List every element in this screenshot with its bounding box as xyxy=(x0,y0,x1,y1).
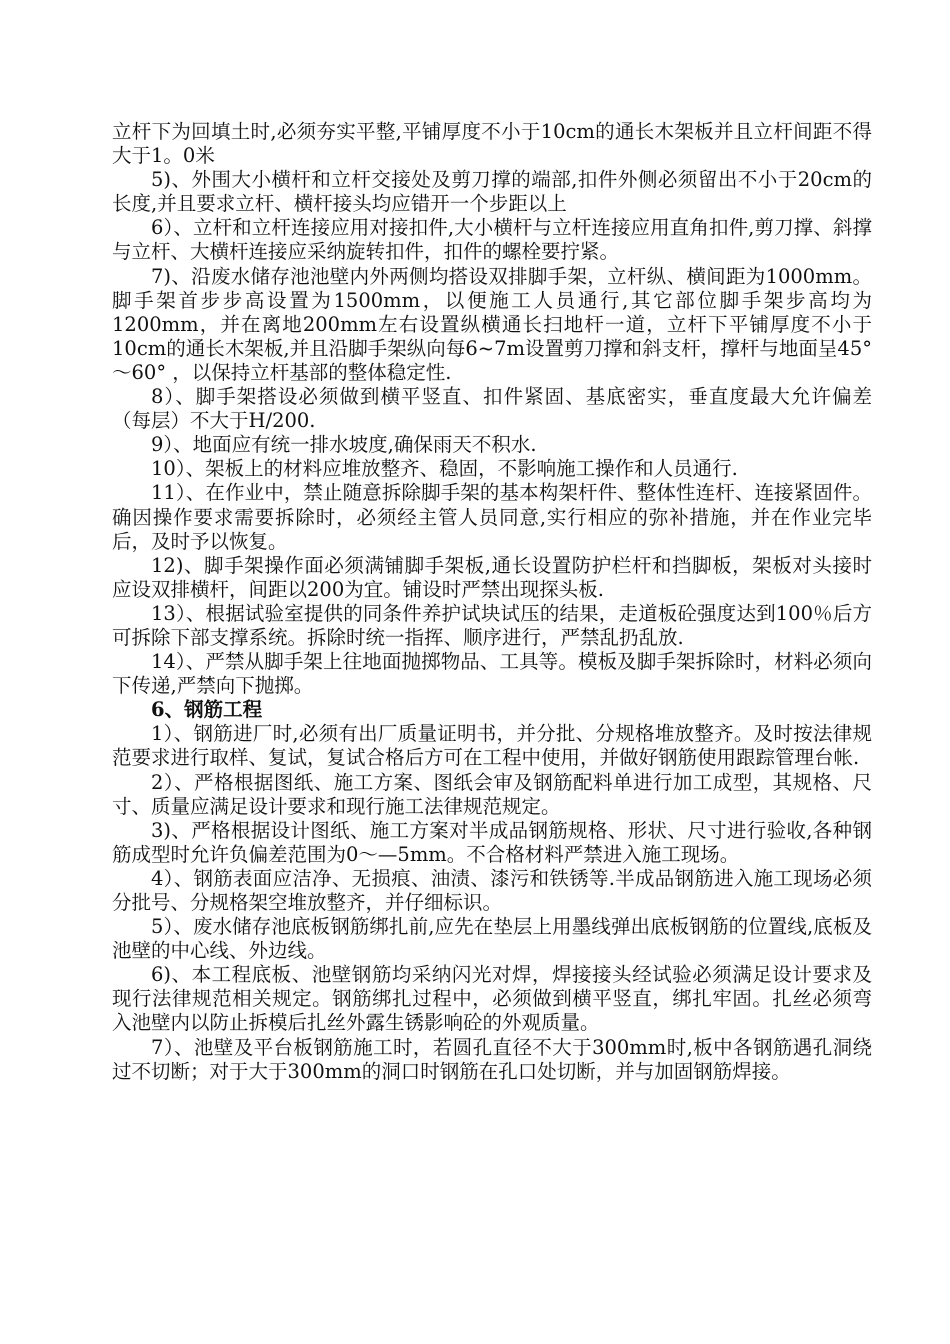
paragraph-item-12: 12)、脚手架操作面必须满铺脚手架板,通长设置防护栏杆和挡脚板，架板对头接时应设双排横杆，间距以200为宜。铺设时严禁出现探头板. xyxy=(112,553,872,601)
paragraph-rebar-3: 3)、严格根据设计图纸、施工方案对半成品钢筋规格、形状、尺寸进行验收,各种钢筋成型时允许负偏差范围为0～—5mm。不合格材料严禁进入施工现场。 xyxy=(112,818,872,866)
paragraph-item-11: 11）、在作业中，禁止随意拆除脚手架的基本构架杆件、整体性连杆、连接紧固件。确因操作要求需要拆除时，必须经主管人员同意,实行相应的弥补措施，并在作业完毕后，及时予以恢复。 xyxy=(112,481,872,553)
paragraph-item-9: 9）、地面应有统一排水坡度,确保雨天不积水. xyxy=(151,433,537,457)
paragraph-continued: 立杆下为回填土时,必须夯实平整,平铺厚度不小于10cm的通长木架板并且立杆间距不得大于1。0米 xyxy=(112,120,872,168)
paragraph-item-6: 6）、立杆和立杆连接应用对接扣件,大小横杆与立杆连接应用直角扣件,剪刀撑、斜撑与立杆、大横杆连接应采纳旋转扣件，扣件的螺栓要拧紧。 xyxy=(112,216,872,264)
paragraph-item-13: 13）、根据试验室提供的同条件养护试块试压的结果，走道板砼强度达到100％后方可拆除下部支撑系统。拆除时统一指挥、顺序进行，严禁乱扔乱放. xyxy=(112,601,872,649)
paragraph-item-10: 10）、架板上的材料应堆放整齐、稳固，不影响施工操作和人员通行. xyxy=(151,457,738,481)
document-page xyxy=(112,120,872,1084)
paragraph-rebar-5: 5）、废水储存池底板钢筋绑扎前,应先在垫层上用墨线弹出底板钢筋的位置线,底板及池壁的中心线、外边线。 xyxy=(112,915,872,963)
paragraph-rebar-6: 6)、本工程底板、池壁钢筋均采纳闪光对焊，焊接接头经试验必须满足设计要求及现行法律规范相关规定。钢筋绑扎过程中，必须做到横平竖直，绑扎牢固。扎丝必须弯入池壁内以防止拆模后扎丝外露生锈影响砼的外观质量。 xyxy=(112,963,872,1035)
paragraph-rebar-1: 1）、钢筋进厂时,必须有出厂质量证明书，并分批、分规格堆放整齐。及时按法律规范要求进行取样、复试，复试合格后方可在工程中使用，并做好钢筋使用跟踪管理台帐. xyxy=(112,722,872,770)
paragraph-rebar-7: 7）、池壁及平台板钢筋施工时，若圆孔直径不大于300mm时,板中各钢筋遇孔洞绕过不切断；对于大于300mm的洞口时钢筋在孔口处切断，并与加固钢筋焊接。 xyxy=(112,1035,872,1083)
paragraph-rebar-4: 4）、钢筋表面应洁净、无损痕、油渍、漆污和铁锈等.半成品钢筋进入施工现场必须分批号、分规格架空堆放整齐，并仔细标识。 xyxy=(112,866,872,914)
paragraph-item-5: 5)、外围大小横杆和立杆交接处及剪刀撑的端部,扣件外侧必须留出不小于20cm的长度,并且要求立杆、横杆接头均应错开一个步距以上 xyxy=(112,168,872,216)
section-heading-rebar: 6、钢筋工程 xyxy=(151,698,263,722)
paragraph-item-8: 8）、脚手架搭设必须做到横平竖直、扣件紧固、基底密实，垂直度最大允许偏差（每层）不大于H/200. xyxy=(112,385,872,433)
paragraph-item-7: 7)、沿废水储存池池壁内外两侧均搭设双排脚手架，立杆纵、横间距为1000mm。脚手架首步步高设置为1500mm，以便施工人员通行,其它部位脚手架步高均为1200mm，并在离地200mm左右设置纵横通长扫地杆一道，立杆下平铺厚度不小于10cm的通长木架板,并且沿脚手架纵向每6~7m设置剪刀撑和斜支杆，撑杆与地面呈45° ～60° ，以保持立杆基部的整体稳定性. xyxy=(112,264,872,384)
paragraph-item-14: 14）、严禁从脚手架上往地面抛掷物品、工具等。模板及脚手架拆除时，材料必须向下传递,严禁向下抛掷。 xyxy=(112,650,872,698)
paragraph-rebar-2: 2）、严格根据图纸、施工方案、图纸会审及钢筋配料单进行加工成型，其规格、尺寸、质量应满足设计要求和现行施工法律规范规定。 xyxy=(112,770,872,818)
